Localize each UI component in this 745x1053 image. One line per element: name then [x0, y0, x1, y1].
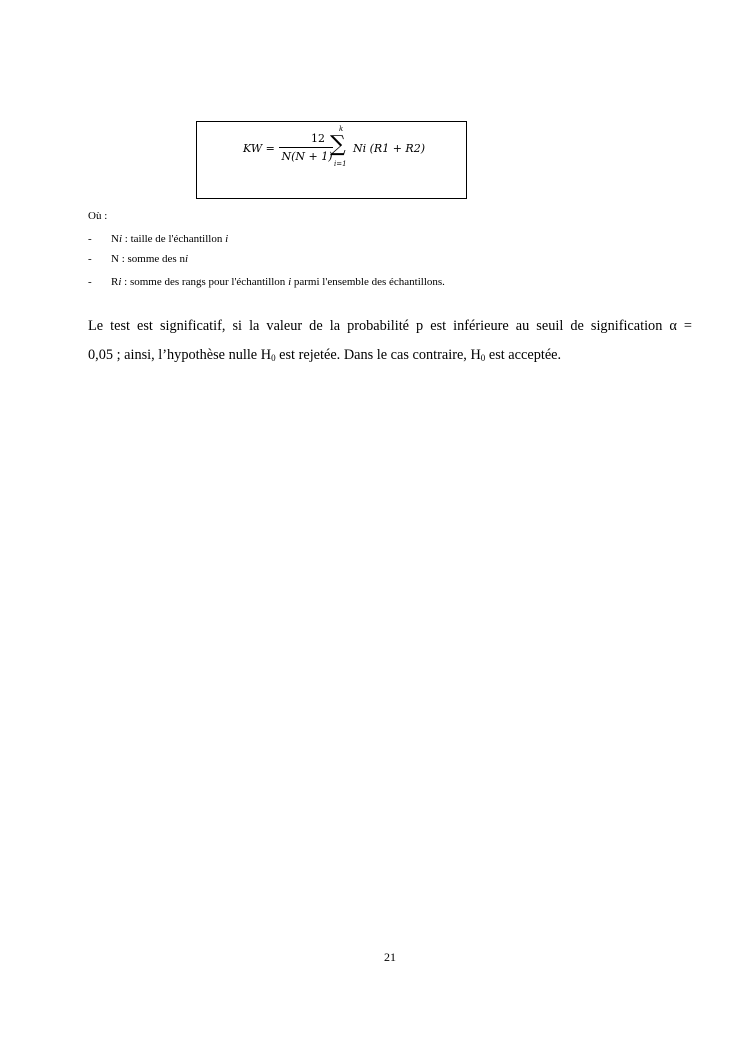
formula-lhs: KW =	[243, 142, 275, 155]
paragraph-line-1: Le test est significatif, si la valeur de la probabilité p est inférieure au seuil de signification α =	[88, 318, 692, 334]
sum-lower-limit: i=1	[334, 160, 347, 168]
definition-n: N : somme des ni	[111, 253, 189, 265]
page-number: 21	[384, 950, 396, 964]
fraction-bar	[279, 147, 333, 148]
formula-numerator: 12	[311, 132, 325, 145]
bullet-dash: -	[88, 276, 92, 288]
bullet-dash: -	[88, 253, 92, 265]
formula-denominator: N(N + 1)	[281, 150, 333, 163]
where-label: Où :	[88, 210, 108, 222]
formula-box	[196, 121, 467, 199]
definition-ri: Ri : somme des rangs pour l'échantillon i parmi l'ensemble des échantillons.	[111, 276, 445, 288]
sum-upper-limit: k	[339, 125, 344, 133]
bullet-dash: -	[88, 233, 92, 245]
definition-ni: Ni : taille de l'échantillon i	[111, 233, 229, 245]
sum-symbol: ∑	[330, 132, 346, 157]
paragraph-line-2: 0,05 ; ainsi, l’hypothèse nulle $H_0$ est rejetée. Dans le cas contraire, $H_0$ est acceptée.	[88, 347, 562, 363]
formula-rhs: Ni (R1 + R2)	[353, 142, 425, 155]
